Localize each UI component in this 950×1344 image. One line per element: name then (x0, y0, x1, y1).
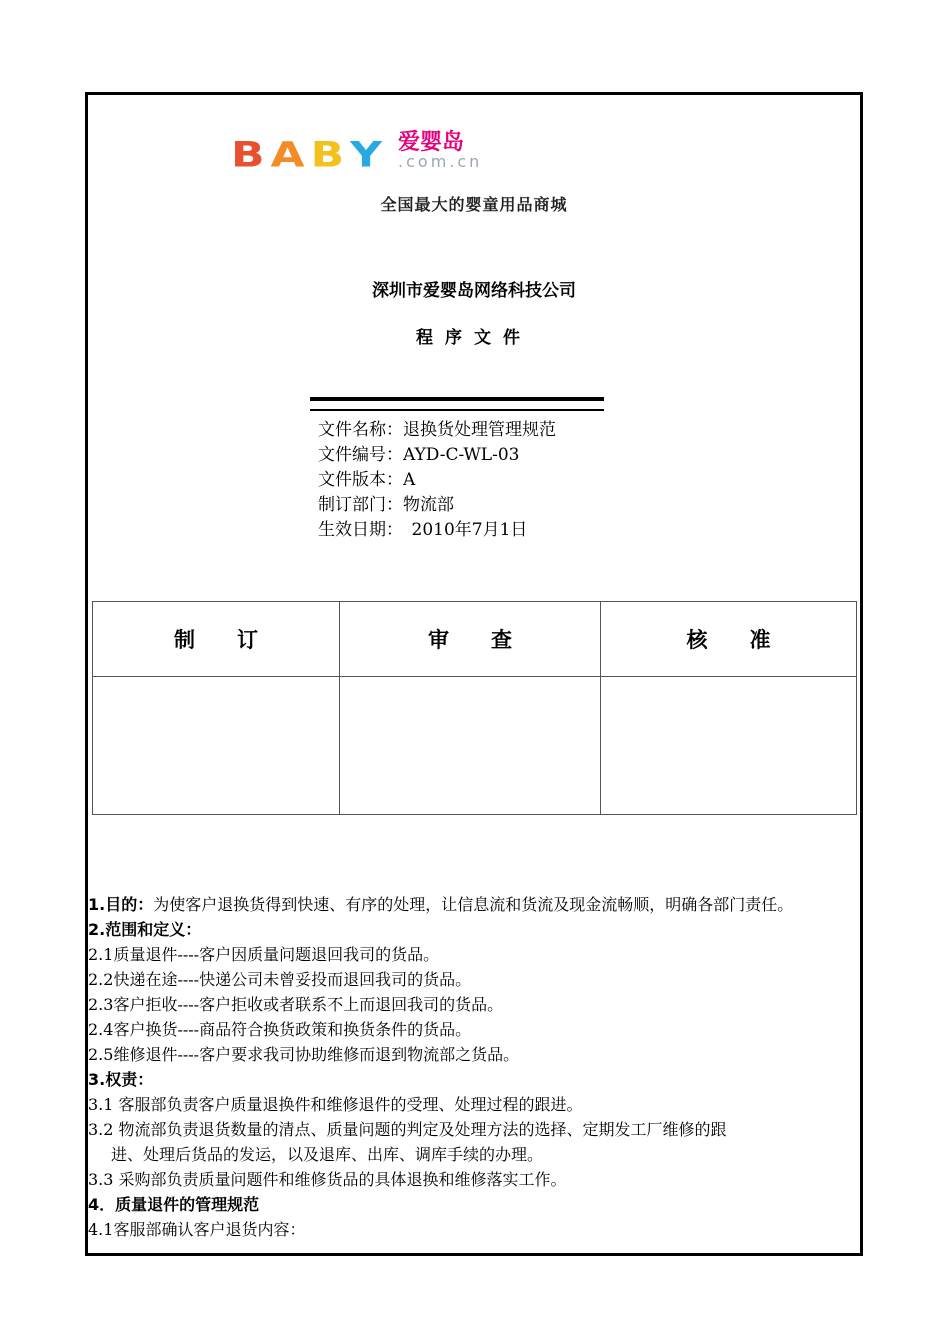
meta-version: 文件版本：A (318, 470, 416, 490)
logo-letter: B (310, 135, 351, 175)
list-item: 4.1客服部确认客户退货内容： (88, 1220, 306, 1239)
logo-baby-letters (231, 135, 389, 175)
company-name: 深圳市爱婴岛网络科技公司 (372, 281, 576, 301)
list-item: 3.2 物流部负责退货数量的清点、质量问题的判定及处理方法的选择、定期发工厂维修的跟 (88, 1120, 727, 1139)
document-type: 程序文件 (416, 328, 532, 348)
meta-name: 文件名称：退换货处理管理规范 (318, 420, 556, 440)
section-heading: 3.权责： (88, 1070, 154, 1089)
logo-letter: Y (350, 135, 389, 175)
divider-thin (310, 409, 604, 411)
list-item-continued: 进、处理后货品的发运，以及退库、出库、调库手续的办理。 (111, 1145, 544, 1164)
col-drafted: 制 订 (93, 602, 340, 677)
list-item: 3.1 客服部负责客户质量退换件和维修退件的受理、处理过程的跟进。 (88, 1095, 583, 1114)
list-item: 2.3客户拒收----客户拒收或者联系不上而退回我司的货品。 (88, 995, 504, 1014)
section-heading: 1.目的： (88, 895, 154, 914)
meta-date: 生效日期： 2010年7月1日 (318, 520, 528, 540)
logo-right (398, 130, 483, 171)
signature-header-row (93, 602, 857, 677)
company-logo (231, 130, 483, 175)
signature-blank-row (93, 677, 857, 815)
divider-thick (310, 397, 604, 401)
list-item: 2.1质量退件----客户因质量问题退回我司的货品。 (88, 945, 440, 964)
list-item: 3.3 采购部负责质量问题件和维修货品的具体退换和维修落实工作。 (88, 1170, 567, 1189)
list-item: 2.4客户换货----商品符合换货政策和换货条件的货品。 (88, 1020, 472, 1039)
list-item: 2.5维修退件----客户要求我司协助维修而退到物流部之货品。 (88, 1045, 520, 1064)
meta-number: 文件编号：AYD-C-WL-03 (318, 445, 520, 465)
document-meta (318, 418, 556, 543)
document-frame (85, 92, 863, 1256)
col-approved: 核 准 (601, 602, 857, 677)
sign-cell-reviewed (340, 677, 601, 815)
section-heading: 2.范围和定义： (88, 920, 202, 939)
section-heading: 4．质量退件的管理规范 (88, 1195, 260, 1214)
document-body (88, 892, 863, 1242)
col-reviewed: 审 查 (340, 602, 601, 677)
slogan: 全国最大的婴童用品商城 (380, 195, 568, 214)
section-text: 为使客户退换货得到快速、有序的处理，让信息流和货流及现金流畅顺，明确各部门责任。 (153, 895, 794, 914)
list-item: 2.2快递在途----快递公司未曾妥投而退回我司的货品。 (88, 970, 472, 989)
logo-letter: A (270, 135, 311, 175)
sign-cell-drafted (93, 677, 340, 815)
meta-dept: 制订部门：物流部 (318, 495, 454, 515)
signature-table (92, 601, 857, 815)
logo-letter: B (231, 135, 271, 175)
logo-domain: .com.cn (398, 152, 483, 171)
sign-cell-approved (601, 677, 857, 815)
logo-cn-text: 爱婴岛 (398, 130, 465, 155)
section-purpose (88, 892, 863, 917)
